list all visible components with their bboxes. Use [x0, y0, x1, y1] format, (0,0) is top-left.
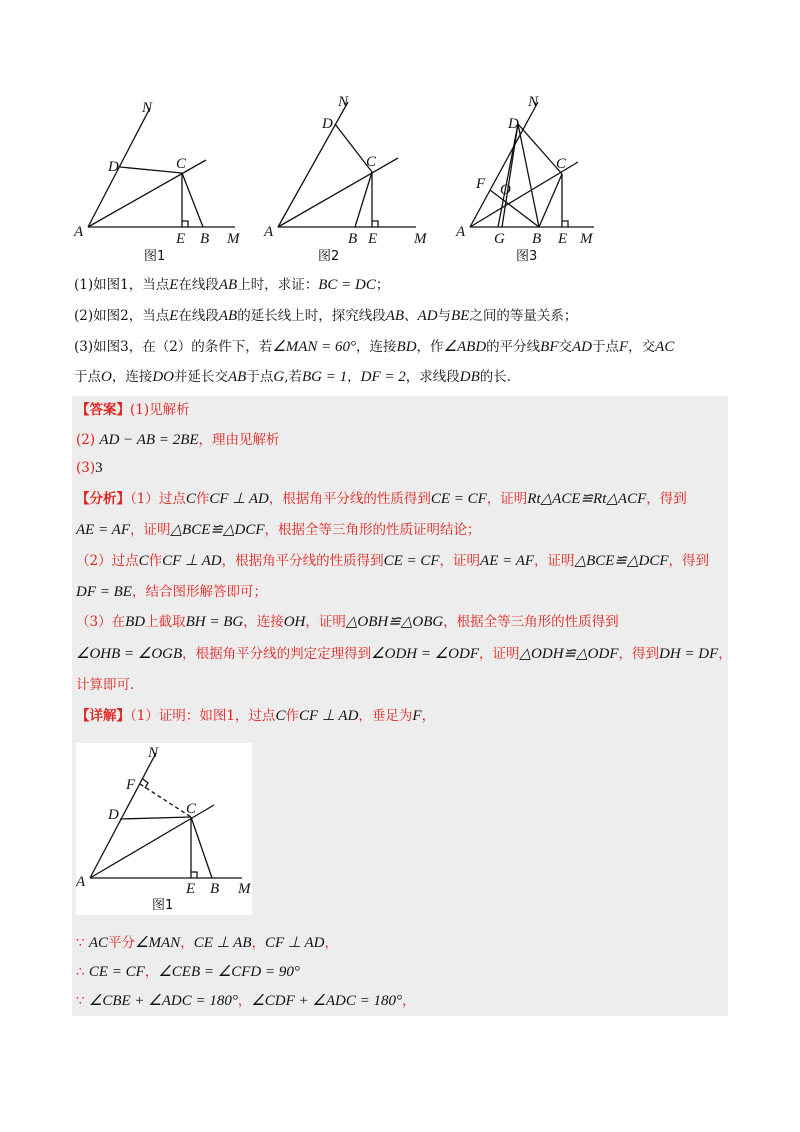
- fig3-label-c: C: [556, 156, 567, 172]
- analysis-line-2: AE = AF，证明△BCE≌△DCF，根据全等三角形的性质证明结论；: [76, 522, 481, 538]
- fig1-label-a: A: [74, 224, 84, 240]
- fig2-label-b: B: [348, 231, 358, 247]
- fig2-label-m: M: [414, 231, 427, 247]
- analysis-line-5: （3）在BD上截取BH = BG，连接OH，证明△OBH≌△OBG，根据全等三角形的性质得到: [76, 614, 619, 630]
- figure-1: [70, 90, 250, 270]
- fig1-label-e: E: [176, 231, 186, 247]
- fig3-label-a: A: [456, 224, 466, 240]
- detail-step-3: ∵ ∠CBE + ∠ADC = 180°，∠CDF + ∠ADC = 180°，: [76, 993, 416, 1009]
- sol-label-e: E: [186, 881, 196, 897]
- fig2-label-d: D: [322, 116, 333, 132]
- sol-label-d: D: [108, 807, 119, 823]
- analysis-line-6: ∠OHB = ∠OGB，根据角平分线的判定定理得到∠ODH = ∠ODF，证明△ODH≌△ODF，得到DH = DF，: [76, 646, 732, 662]
- sol-label-b: B: [210, 881, 220, 897]
- question-1: (1)如图1，当点E在线段AB上时，求证：BC = DC；: [74, 277, 390, 293]
- fig2-label-a: A: [264, 224, 274, 240]
- fig3-label-n: N: [528, 94, 539, 110]
- answer-block: [72, 396, 732, 1016]
- sol-label-c: C: [186, 801, 197, 817]
- sol-label-f: F: [126, 777, 136, 793]
- sol-label-m: M: [238, 881, 251, 897]
- answer-line-2: (2) AD − AB = 2BE，理由见解析: [76, 432, 280, 448]
- fig1-label-c: C: [176, 156, 187, 172]
- solution-figure: [76, 743, 252, 915]
- fig1-label-b: B: [200, 231, 210, 247]
- figure-2: [258, 90, 438, 270]
- analysis-line-3: （2）过点C作CF ⊥ AD，根据角平分线的性质得到CE = CF，证明AE = AF，证明△BCE≌△DCF，得到: [76, 553, 710, 569]
- answer-line-3: (3)3: [76, 460, 103, 476]
- fig3-label-b: B: [532, 231, 542, 247]
- figure-3: [454, 90, 654, 270]
- analysis-line-4: DF = BE，结合图形解答即可；: [76, 584, 267, 600]
- fig1-label-d: D: [108, 159, 119, 175]
- detail-line-1: 【详解】（1）证明：如图1，过点C作CF ⊥ AD，垂足为F，: [76, 708, 436, 724]
- sol-label-n: N: [148, 745, 159, 761]
- analysis-line-1: 【分析】（1）过点C作CF ⊥ AD，根据角平分线的性质得到CE = CF，证明Rt△ACE≌Rt△ACF，得到: [76, 491, 687, 507]
- fig1-caption: 图1: [144, 249, 166, 264]
- detail-step-1: ∵ AC平分∠MAN，CE ⊥ AB，CF ⊥ AD，: [76, 935, 338, 951]
- question-3-line-1: (3)如图3，在（2）的条件下，若∠MAN = 60°，连接BD，作∠ABD的平分线BF交AD于点F，交AC: [74, 339, 675, 355]
- fig1-label-n: N: [142, 100, 153, 116]
- fig3-label-e: E: [558, 231, 568, 247]
- analysis-line-7: 计算即可.: [76, 677, 135, 693]
- answer-line-1: 【答案】(1)见解析: [76, 402, 190, 418]
- fig3-caption: 图3: [516, 249, 538, 264]
- fig2-label-c: C: [366, 154, 377, 170]
- question-3-line-2: 于点O，连接DO并延长交AB于点G,若BG = 1，DF = 2，求线段DB的长.: [74, 369, 512, 385]
- fig2-label-n: N: [338, 94, 349, 110]
- detail-step-2: ∴ CE = CF，∠CEB = ∠CFD = 90°: [76, 964, 300, 980]
- problem-figures: [70, 90, 730, 270]
- fig3-label-g: G: [494, 231, 505, 247]
- fig3-label-d: D: [508, 116, 519, 132]
- question-2: (2)如图2，当点E在线段AB的延长线上时，探究线段AB、AD与BE之间的等量关系；: [74, 308, 578, 324]
- fig3-label-o: O: [500, 182, 511, 198]
- fig2-label-e: E: [368, 231, 378, 247]
- fig1-label-m: M: [227, 231, 240, 247]
- fig2-caption: 图2: [318, 249, 340, 264]
- fig3-label-f: F: [476, 176, 486, 192]
- fig3-label-m: M: [580, 231, 593, 247]
- sol-caption: 图1: [152, 898, 174, 913]
- sol-label-a: A: [76, 874, 86, 890]
